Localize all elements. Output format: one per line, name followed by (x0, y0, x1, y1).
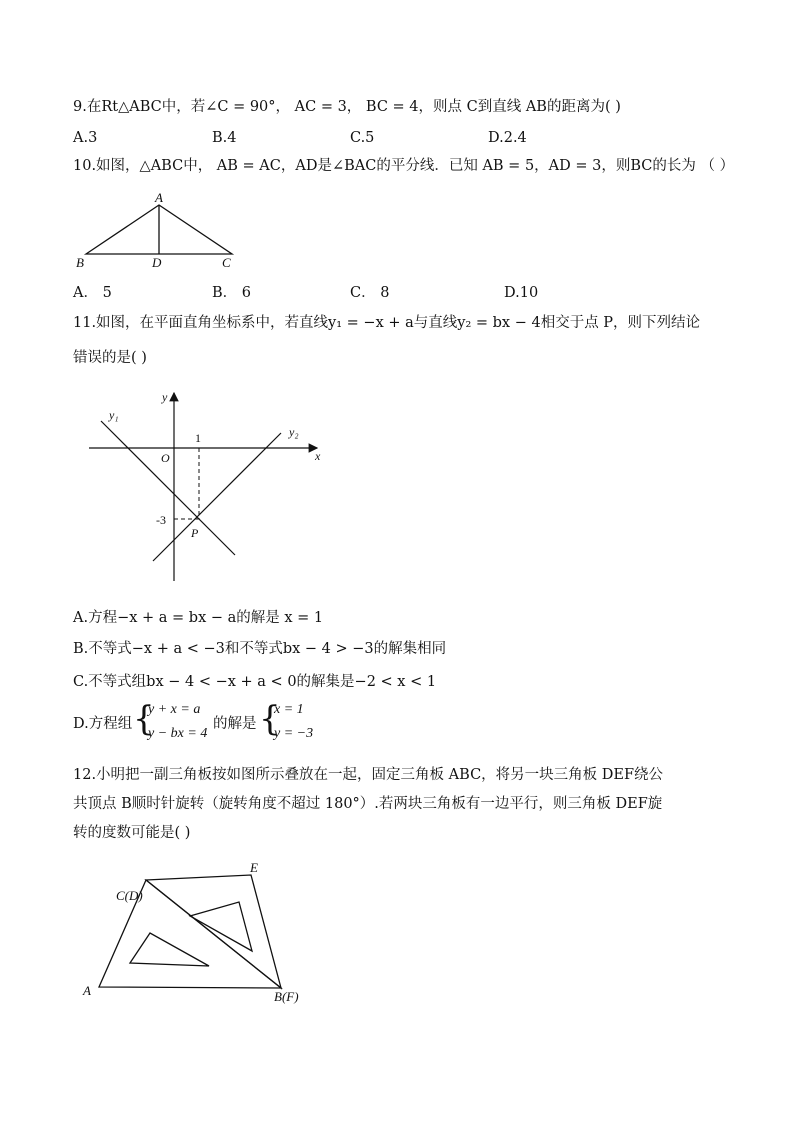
triangle-def (146, 875, 281, 988)
label-x-axis: x (315, 449, 321, 463)
q11-option-b: B.不等式−x + a < −3和不等式bx − 4 > −3的解集相同 (73, 641, 447, 657)
label-y2: y₂ (289, 425, 299, 439)
q10-option-b: B． 6 (212, 285, 251, 301)
label-bf: B(F) (274, 989, 299, 1004)
left-brace-1: { (133, 699, 155, 739)
q11-solution-x: x = 1 (274, 702, 304, 717)
q11-system-eq2: y − bx = 4 (148, 726, 208, 741)
q12-line1: 12.小明把一副三角板按如图所示叠放在一起，固定三角板 ABC，将另一块三角板 DEF绕公 (73, 767, 664, 783)
label-y-axis: y (162, 390, 168, 404)
label-a: A (155, 190, 163, 205)
label-tick-1: 1 (195, 431, 201, 445)
label-c: C (222, 255, 231, 270)
q11-option-a: A.方程−x + a = bx − a的解是 x = 1 (73, 610, 324, 626)
label-d: D (152, 255, 162, 270)
label-tick-neg3: -3 (156, 513, 166, 527)
triangle-def-inner (190, 902, 252, 951)
q12-set-squares-figure (80, 855, 320, 1015)
q10-option-c: C． 8 (350, 285, 390, 301)
q9-option-d: D.2.4 (488, 130, 527, 146)
triangle-abc-inner (130, 933, 209, 966)
q10-stem: 10.如图，△ABC中， AB = AC，AD是∠BAC的平分线．已知 AB = 5，AD = 3，则BC的长为 （ ） (73, 158, 735, 174)
q11-coordinate-figure (85, 385, 335, 590)
q10-option-a: A． 5 (73, 285, 112, 301)
line-y1 (101, 421, 235, 555)
label-cd: C(D) (116, 888, 143, 903)
q9-stem: 9.在Rt△ABC中，若∠C = 90°， AC = 3， BC = 4，则点 C到直线 AB的距离为( ) (73, 99, 621, 115)
q11-option-c: C.不等式组bx − 4 < −x + a < 0的解集是−2 < x < 1 (73, 674, 437, 690)
label-point-p: P (191, 526, 199, 540)
q11-stem-line2: 错误的是( ) (73, 350, 147, 366)
q11-stem-line1: 11.如图，在平面直角坐标系中，若直线y₁ = −x + a与直线y₂ = bx − 4相交于点 P，则下列结论 (73, 315, 701, 331)
q11-option-d-prefix: D.方程组 (73, 716, 133, 732)
q9-option-b: B.4 (212, 130, 237, 146)
q11-system-eq1: y + x = a (148, 702, 201, 717)
label-e: E (250, 860, 258, 875)
q9-option-a: A.3 (73, 130, 98, 146)
q10-triangle-figure (70, 190, 250, 270)
label-y1: y₁ (109, 408, 119, 422)
line-y2 (153, 433, 281, 561)
label-a: A (83, 983, 91, 998)
q10-option-d: D.10 (504, 285, 539, 301)
q11-solution-y: y = −3 (274, 726, 314, 741)
q9-option-c: C.5 (350, 130, 375, 146)
label-b: B (76, 255, 84, 270)
q12-line3: 转的度数可能是( ) (73, 825, 191, 841)
label-origin: O (161, 451, 170, 465)
q11-option-d-mid: 的解是 (213, 716, 257, 732)
q12-line2: 共顶点 B顺时针旋转（旋转角度不超过 180°）.若两块三角板有一边平行，则三角板 DEF旋 (73, 796, 663, 812)
left-brace-2: { (259, 699, 281, 739)
